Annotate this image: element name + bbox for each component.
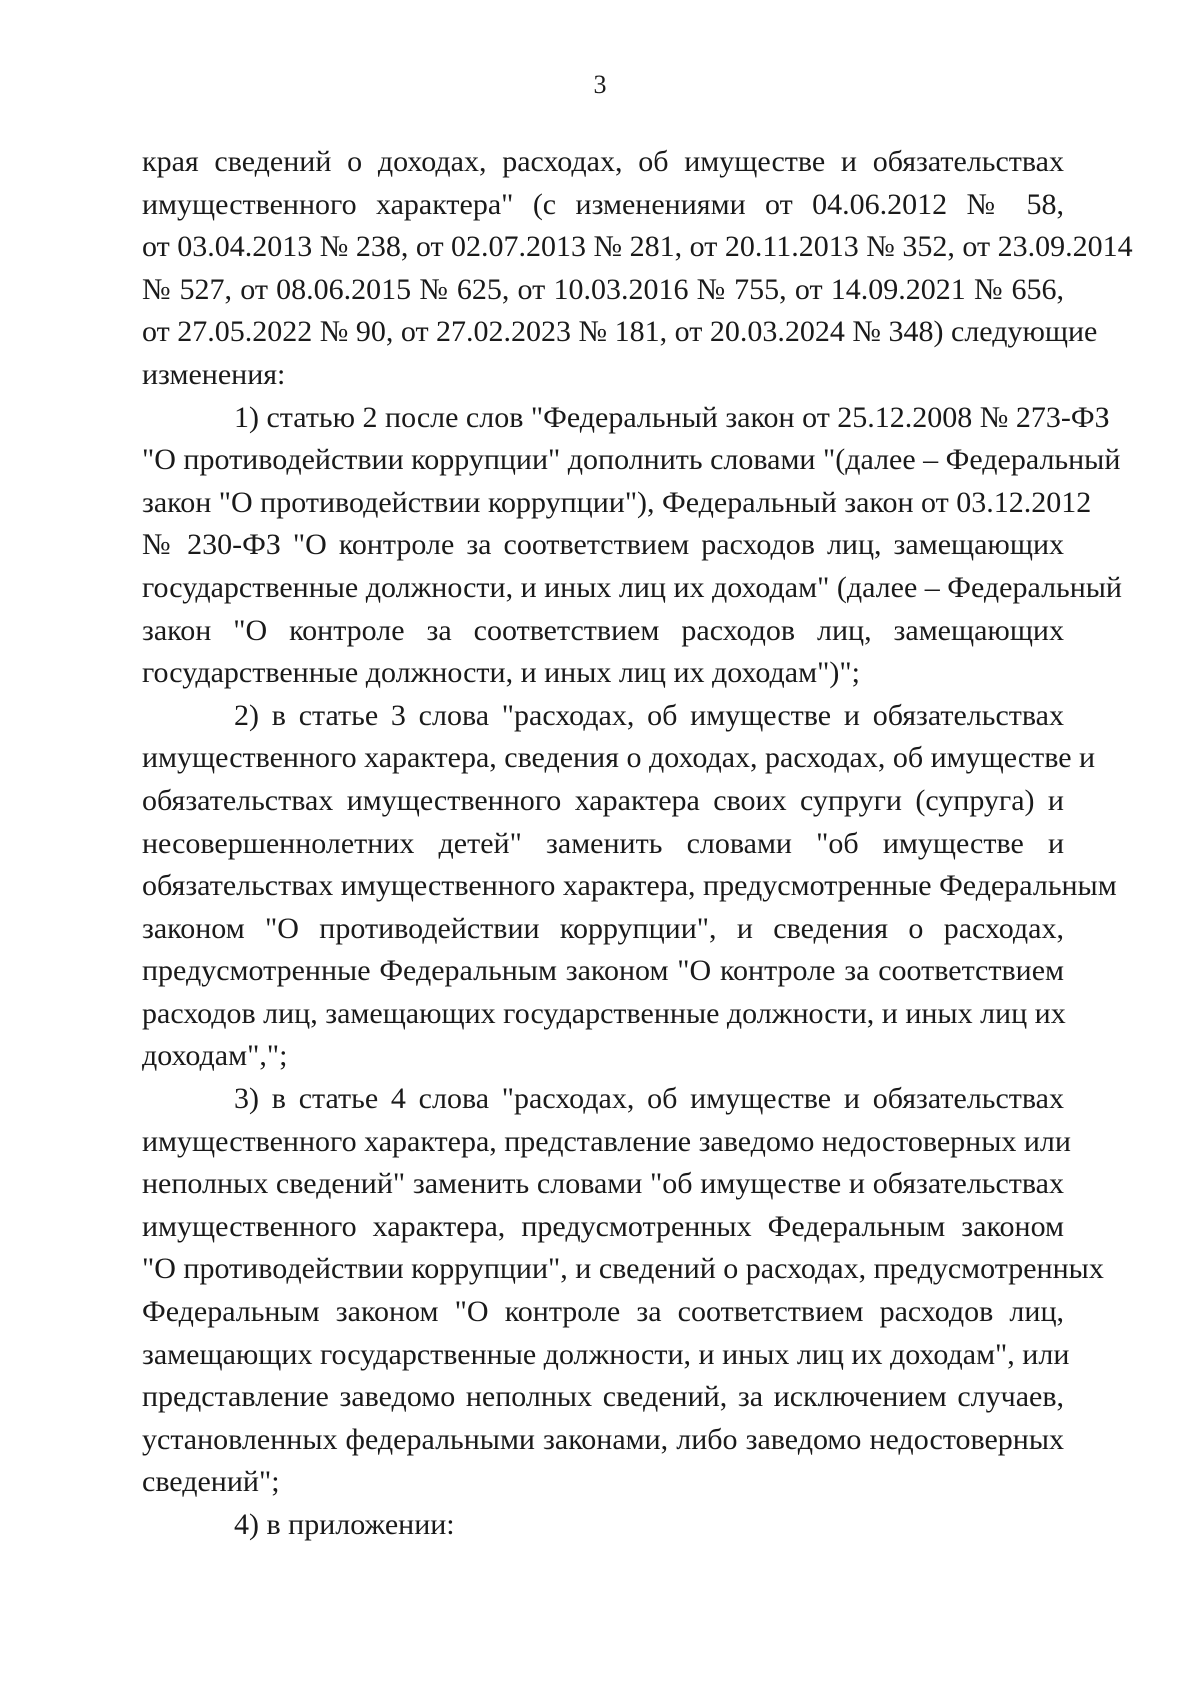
text-line: расходов лиц, замещающих государственные должности, и иных лиц их: [142, 996, 1066, 1030]
text-line: изменения:: [142, 357, 286, 391]
text-line: законом "О противодействии коррупции", и сведения о расходах,: [142, 911, 1064, 945]
text-line: № 527, от 08.06.2015 № 625, от 10.03.2016 № 755, от 14.09.2021 № 656,: [142, 272, 1064, 306]
text-line: государственные должности, и иных лиц их доходам" (далее – Федеральный: [142, 570, 1122, 604]
text-line: от 03.04.2013 № 238, от 02.07.2013 № 281, от 20.11.2013 № 352, от 23.09.2014: [142, 230, 1133, 264]
text-line: имущественного характера, представление заведомо недостоверных или: [142, 1124, 1071, 1158]
text-line: государственные должности, и иных лиц их доходам")";: [142, 656, 860, 690]
text-line: 3) в статье 4 слова "расходах, об имуществе и обязательствах: [234, 1082, 1064, 1116]
text-line: доходам",";: [142, 1039, 288, 1073]
text-line: Федеральным законом "О контроле за соответствием расходов лиц,: [142, 1295, 1064, 1329]
text-line: предусмотренные Федеральным законом "О контроле за соответствием: [142, 954, 1064, 988]
text-line: закон "О контроле за соответствием расходов лиц, замещающих: [142, 613, 1064, 647]
text-line: "О противодействии коррупции", и сведений о расходах, предусмотренных: [142, 1252, 1104, 1286]
text-line: № 230-ФЗ "О контроле за соответствием расходов лиц, замещающих: [142, 528, 1064, 562]
text-line: закон "О противодействии коррупции"), Федеральный закон от 03.12.2012: [142, 485, 1092, 519]
text-line: "О противодействии коррупции" дополнить словами "(далее – Федеральный: [142, 443, 1121, 477]
text-line: имущественного характера, сведения о доходах, расходах, об имуществе и: [142, 741, 1096, 775]
text-line: 4) в приложении:: [234, 1508, 455, 1541]
text-line: сведений";: [142, 1465, 280, 1499]
text-line: установленных федеральными законами, либо заведомо недостоверных: [142, 1422, 1064, 1456]
text-line: обязательствах имущественного характера, предусмотренные Федеральным: [142, 869, 1117, 903]
document-body: [142, 141, 1133, 1547]
text-line: имущественного характера, предусмотренных Федеральным законом: [142, 1209, 1064, 1243]
text-line: имущественного характера" (с изменениями от 04.06.2012 № 58,: [142, 187, 1064, 221]
text-line: обязательствах имущественного характера своих супруги (супруга) и: [142, 783, 1064, 817]
text-line: представление заведомо неполных сведений, за исключением случаев,: [142, 1380, 1064, 1414]
text-line: замещающих государственные должности, и иных лиц их доходам", или: [142, 1337, 1070, 1371]
page-number: 3: [593, 70, 607, 99]
text-line: 1) статью 2 после слов "Федеральный закон от 25.12.2008 № 273-ФЗ: [234, 400, 1110, 434]
text-line: края сведений о доходах, расходах, об имуществе и обязательствах: [142, 145, 1064, 178]
text-line: неполных сведений" заменить словами "об имуществе и обязательствах: [142, 1167, 1064, 1201]
text-line: 2) в статье 3 слова "расходах, об имуществе и обязательствах: [234, 698, 1064, 732]
text-line: от 27.05.2022 № 90, от 27.02.2023 № 181, от 20.03.2024 № 348) следующие: [142, 315, 1098, 349]
text-line: несовершеннолетних детей" заменить словами "об имуществе и: [142, 826, 1064, 860]
